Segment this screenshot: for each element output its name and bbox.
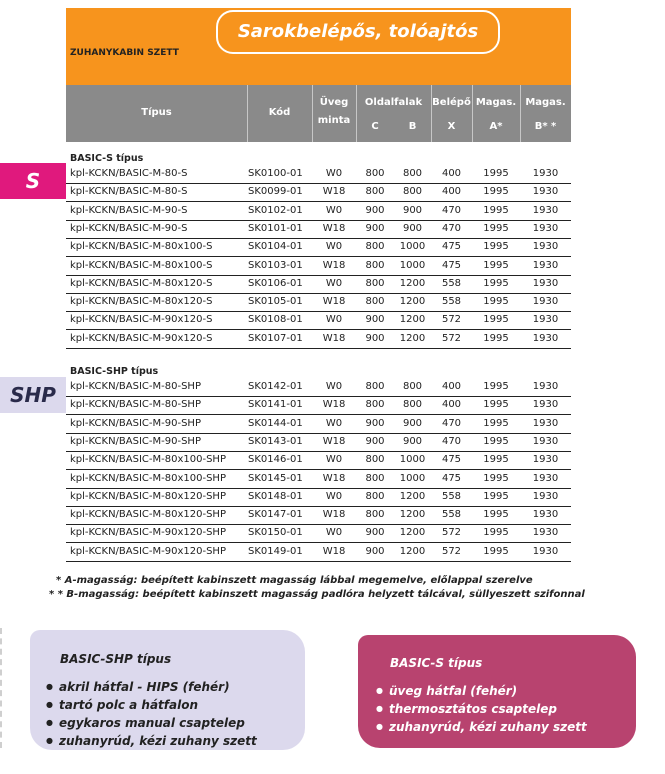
cell-kod: SK0107-01 (248, 332, 303, 344)
cell-uveg: W0 (325, 314, 343, 326)
cell-kod: SK0106-01 (248, 277, 303, 289)
column-divider (472, 85, 473, 142)
cell-magas-b: 1930 (532, 296, 559, 308)
cell-uveg: W18 (322, 186, 346, 198)
cell-c: 800 (365, 454, 385, 466)
cell-c: 900 (365, 527, 385, 539)
cell-uveg: W0 (325, 204, 343, 216)
cell-b: 1200 (399, 527, 426, 539)
cell-magas-a: 1995 (483, 381, 509, 392)
cell-tipus: kpl-KCKN/BASIC-M-90x120-SHP (70, 545, 226, 557)
cell-c: 800 (365, 296, 385, 308)
header-magas-b: Magas. (525, 97, 566, 108)
table-row (66, 378, 571, 397)
cell-tipus: kpl-KCKN/BASIC-M-80x120-S (70, 277, 213, 289)
info-box-shp-list (46, 679, 257, 751)
info-box-s-list (376, 683, 587, 737)
cell-uveg: W18 (322, 296, 346, 308)
info-box-s (358, 635, 636, 748)
cell-magas-b: 1930 (532, 417, 559, 429)
cell-x: 470 (441, 222, 462, 234)
cell-tipus: kpl-KCKN/BASIC-M-90-SHP (70, 417, 201, 429)
column-divider (356, 85, 357, 142)
table-row (66, 506, 571, 525)
table-row (66, 470, 571, 489)
cell-kod: SK0144-01 (248, 417, 303, 429)
cell-x: 470 (441, 435, 462, 447)
cell-x: 558 (441, 509, 462, 521)
cell-x: 558 (441, 490, 462, 502)
table-row (66, 183, 571, 202)
cell-uveg: W18 (322, 222, 346, 234)
cell-magas-a: 1995 (483, 527, 509, 539)
cell-tipus: kpl-KCKN/BASIC-M-80-SHP (70, 399, 201, 411)
cell-c: 800 (365, 399, 385, 411)
header-c: C (371, 121, 379, 132)
cell-c: 800 (365, 277, 385, 289)
cell-magas-b: 1930 (532, 332, 559, 344)
cell-uveg: W0 (325, 490, 343, 502)
list-item: ● zuhanyrúd, kézi zuhany szett (376, 719, 587, 737)
table-row (66, 293, 571, 312)
info-box-s-title: BASIC-S típus (390, 656, 483, 670)
cell-uveg: W18 (322, 472, 346, 484)
cell-kod: SK0143-01 (248, 435, 303, 447)
cell-b: 800 (402, 168, 423, 179)
cell-magas-b: 1930 (532, 204, 559, 216)
table-row (66, 238, 571, 257)
cell-tipus: kpl-KCKN/BASIC-M-90-S (70, 204, 188, 216)
list-item: ● zuhanyrúd, kézi zuhany szett (46, 733, 257, 751)
cell-kod: SK0100-01 (248, 168, 303, 179)
cell-kod: SK0147-01 (248, 509, 303, 521)
group-title-shp: BASIC-SHP típus (70, 366, 159, 377)
table-row (66, 451, 571, 470)
table-row (66, 396, 571, 415)
cell-uveg: W0 (325, 168, 343, 179)
cell-magas-b: 1930 (532, 454, 559, 466)
cell-uveg: W18 (322, 259, 346, 271)
tag-s: S (0, 163, 66, 199)
cell-x: 400 (441, 399, 462, 411)
cell-magas-b: 1930 (532, 509, 559, 521)
cell-x: 400 (441, 381, 462, 392)
cell-c: 800 (365, 490, 385, 502)
cell-x: 572 (441, 527, 462, 539)
cell-magas-b: 1930 (532, 277, 559, 289)
list-item: ● egykaros manual csaptelep (46, 715, 257, 733)
cell-b: 900 (402, 204, 423, 216)
cell-kod: SK0104-01 (248, 241, 303, 253)
cell-b: 1000 (399, 454, 426, 466)
tag-shp: SHP (0, 377, 66, 413)
cell-magas-b: 1930 (532, 472, 559, 484)
footnote-b: * * B-magasság: beépített kabinszett magasság padlóra helyzett tálcával, süllyeszett szifonnal (49, 589, 585, 600)
cell-kod: SK0141-01 (248, 399, 303, 411)
cell-uveg: W0 (325, 527, 343, 539)
group-title-s: BASIC-S típus (70, 153, 144, 164)
list-item: ● üveg hátfal (fehér) (376, 683, 587, 701)
cell-magas-b: 1930 (532, 222, 559, 234)
cell-c: 800 (365, 168, 385, 179)
cell-x: 572 (441, 314, 462, 326)
cell-x: 475 (441, 259, 462, 271)
cell-b: 1000 (399, 472, 426, 484)
cell-c: 800 (365, 509, 385, 521)
cell-magas-a: 1995 (483, 509, 509, 521)
cell-magas-a: 1995 (483, 454, 509, 466)
cell-tipus: kpl-KCKN/BASIC-M-80x100-S (70, 241, 213, 253)
cell-b: 1200 (399, 490, 426, 502)
cell-magas-b: 1930 (532, 435, 559, 447)
cell-x: 475 (441, 472, 462, 484)
cell-uveg: W0 (325, 277, 343, 289)
list-item: ● thermosztátos csaptelep (376, 701, 587, 719)
header-a: A* (489, 121, 503, 132)
page-edge-dashes (0, 628, 10, 748)
cell-b: 1000 (399, 259, 426, 271)
table-row (66, 524, 571, 543)
cell-kod: SK0099-01 (248, 186, 303, 198)
cell-kod: SK0105-01 (248, 296, 303, 308)
cell-x: 475 (441, 241, 462, 253)
cell-magas-a: 1995 (483, 241, 509, 253)
header-b-star: B* * (534, 121, 557, 132)
cell-c: 800 (365, 186, 385, 198)
cell-c: 900 (365, 314, 385, 326)
cell-c: 900 (365, 435, 385, 447)
cell-tipus: kpl-KCKN/BASIC-M-80x100-SHP (70, 454, 226, 466)
cell-kod: SK0149-01 (248, 545, 303, 557)
cell-uveg: W18 (322, 509, 346, 521)
info-box-shp (30, 630, 305, 750)
cell-b: 1200 (399, 509, 426, 521)
cell-magas-b: 1930 (532, 545, 559, 557)
cell-magas-b: 1930 (532, 241, 559, 253)
cell-magas-b: 1930 (532, 381, 559, 392)
cell-tipus: kpl-KCKN/BASIC-M-80x120-SHP (70, 490, 226, 502)
cell-b: 900 (402, 222, 423, 234)
cell-tipus: kpl-KCKN/BASIC-M-80-S (70, 168, 188, 179)
table-header (66, 85, 571, 142)
cell-b: 1200 (399, 545, 426, 557)
cell-magas-a: 1995 (483, 168, 509, 179)
header-minta: minta (317, 115, 351, 126)
title-badge (216, 10, 500, 54)
column-divider (431, 85, 432, 142)
cell-b: 900 (402, 435, 423, 447)
cell-magas-a: 1995 (483, 399, 509, 411)
cell-x: 470 (441, 417, 462, 429)
cell-tipus: kpl-KCKN/BASIC-M-90x120-SHP (70, 527, 226, 539)
cell-magas-a: 1995 (483, 314, 509, 326)
cell-b: 800 (402, 186, 423, 198)
cell-kod: SK0142-01 (248, 381, 303, 392)
cell-c: 900 (365, 204, 385, 216)
table-row (66, 202, 571, 221)
list-item: ● tartó polc a hátfalon (46, 697, 257, 715)
cell-b: 1200 (399, 296, 426, 308)
cell-tipus: kpl-KCKN/BASIC-M-80x120-SHP (70, 509, 226, 521)
cell-tipus: kpl-KCKN/BASIC-M-90x120-S (70, 314, 213, 326)
table-row (66, 165, 571, 184)
cell-b: 800 (402, 399, 423, 411)
cell-c: 800 (365, 241, 385, 253)
footnote-a: * A-magasság: beépített kabinszett magasság lábbal megemelve, előlappal szerelve (56, 575, 533, 586)
cell-magas-a: 1995 (483, 204, 509, 216)
cell-b: 1200 (399, 314, 426, 326)
header-oldalfalak: Oldalfalak (364, 97, 423, 108)
cell-kod: SK0101-01 (248, 222, 303, 234)
cell-kod: SK0103-01 (248, 259, 303, 271)
cell-magas-a: 1995 (483, 545, 509, 557)
cell-c: 800 (365, 259, 385, 271)
cell-magas-b: 1930 (532, 168, 559, 179)
cell-magas-a: 1995 (483, 435, 509, 447)
cell-b: 1200 (399, 332, 426, 344)
cell-kod: SK0148-01 (248, 490, 303, 502)
header-banner (66, 8, 571, 85)
table-row (66, 433, 571, 452)
cell-tipus: kpl-KCKN/BASIC-M-80x120-S (70, 296, 213, 308)
header-belepo: Belépő (432, 97, 471, 108)
cell-magas-b: 1930 (532, 186, 559, 198)
cell-uveg: W0 (325, 241, 343, 253)
cell-kod: SK0150-01 (248, 527, 303, 539)
cell-magas-a: 1995 (483, 277, 509, 289)
table-row (66, 275, 571, 294)
cell-kod: SK0102-01 (248, 204, 303, 216)
cell-c: 900 (365, 332, 385, 344)
cell-magas-a: 1995 (483, 490, 509, 502)
cell-magas-b: 1930 (532, 490, 559, 502)
column-divider (312, 85, 313, 142)
cell-tipus: kpl-KCKN/BASIC-M-90x120-S (70, 332, 213, 344)
cell-magas-a: 1995 (483, 296, 509, 308)
cell-x: 400 (441, 168, 462, 179)
header-x: X (447, 121, 456, 132)
cell-b: 1200 (399, 277, 426, 289)
cell-x: 572 (441, 332, 462, 344)
cell-uveg: W0 (325, 417, 343, 429)
cell-tipus: kpl-KCKN/BASIC-M-90-SHP (70, 435, 201, 447)
cell-tipus: kpl-KCKN/BASIC-M-90-S (70, 222, 188, 234)
cell-uveg: W18 (322, 545, 346, 557)
cell-c: 900 (365, 417, 385, 429)
cell-magas-a: 1995 (483, 472, 509, 484)
table-row (66, 257, 571, 276)
header-uveg: Üveg (319, 97, 349, 108)
cell-uveg: W18 (322, 332, 346, 344)
cell-magas-a: 1995 (483, 417, 509, 429)
cell-c: 800 (365, 381, 385, 392)
cell-x: 400 (441, 186, 462, 198)
cell-x: 475 (441, 454, 462, 466)
column-divider (520, 85, 521, 142)
cell-kod: SK0145-01 (248, 472, 303, 484)
cell-magas-b: 1930 (532, 259, 559, 271)
table-row (66, 488, 571, 507)
table-row (66, 543, 571, 562)
table-row (66, 415, 571, 434)
header-kod: Kód (268, 107, 291, 118)
header-b: B (408, 121, 417, 132)
cell-c: 800 (365, 472, 385, 484)
cell-tipus: kpl-KCKN/BASIC-M-80-SHP (70, 381, 201, 392)
cell-tipus: kpl-KCKN/BASIC-M-80x100-SHP (70, 472, 226, 484)
kit-label: ZUHANYKABIN SZETT (70, 48, 179, 58)
table-row (66, 311, 571, 330)
table-row (66, 220, 571, 239)
cell-uveg: W18 (322, 435, 346, 447)
cell-b: 1000 (399, 241, 426, 253)
cell-uveg: W18 (322, 399, 346, 411)
cell-x: 572 (441, 545, 462, 557)
header-tipus: Típus (141, 107, 172, 118)
list-item: ● akril hátfal - HIPS (fehér) (46, 679, 257, 697)
cell-tipus: kpl-KCKN/BASIC-M-80x100-S (70, 259, 213, 271)
cell-uveg: W0 (325, 454, 343, 466)
cell-kod: SK0146-01 (248, 454, 303, 466)
cell-kod: SK0108-01 (248, 314, 303, 326)
cell-x: 558 (441, 277, 462, 289)
page-title: Sarokbelépős, tolóajtós (237, 21, 479, 42)
info-box-shp-title: BASIC-SHP típus (60, 652, 172, 666)
cell-magas-b: 1930 (532, 314, 559, 326)
cell-magas-b: 1930 (532, 527, 559, 539)
cell-magas-b: 1930 (532, 399, 559, 411)
cell-uveg: W0 (325, 381, 343, 392)
table-row (66, 330, 571, 349)
cell-magas-a: 1995 (483, 222, 509, 234)
cell-x: 558 (441, 296, 462, 308)
cell-magas-a: 1995 (483, 259, 509, 271)
cell-b: 900 (402, 417, 423, 429)
cell-magas-a: 1995 (483, 186, 509, 198)
cell-magas-a: 1995 (483, 332, 509, 344)
cell-x: 470 (441, 204, 462, 216)
cell-b: 800 (402, 381, 423, 392)
cell-tipus: kpl-KCKN/BASIC-M-80-S (70, 186, 188, 198)
cell-c: 900 (365, 545, 385, 557)
cell-c: 900 (365, 222, 385, 234)
header-magas-a: Magas. (475, 97, 517, 108)
